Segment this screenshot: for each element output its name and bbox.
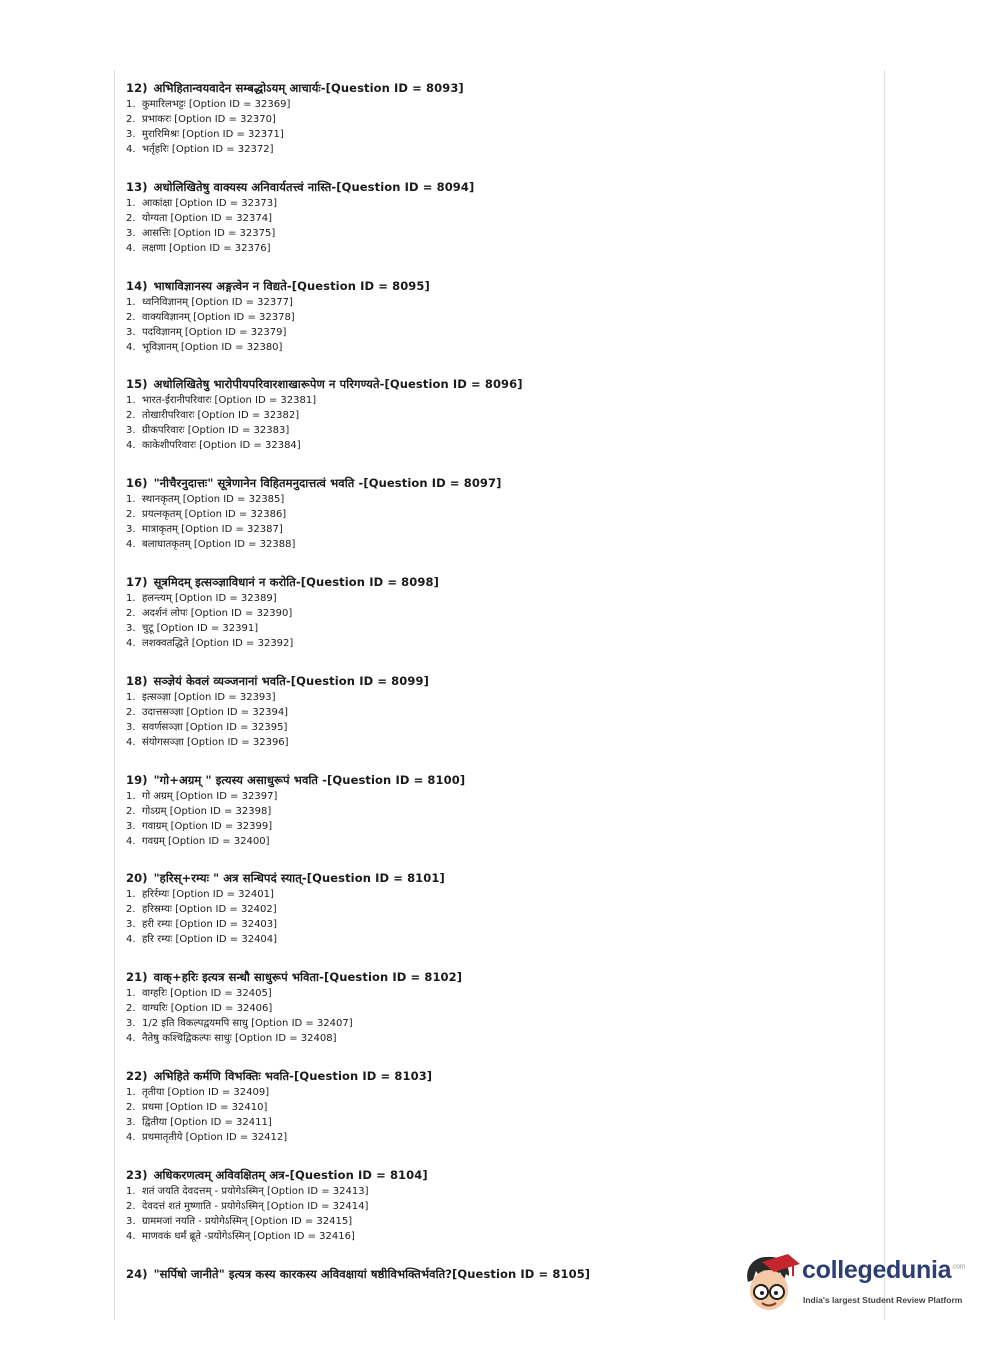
- option-item: [126, 621, 866, 636]
- question-block: [126, 574, 866, 673]
- question-number: 23): [126, 1167, 148, 1182]
- option-number: 3.: [126, 129, 136, 140]
- option-item: [126, 1229, 866, 1244]
- option-number: 3.: [126, 425, 136, 437]
- option-text: सवर्णसञ्ज्ञा [Option ID = 32395]: [142, 721, 288, 733]
- option-number: 3.: [126, 820, 136, 832]
- question-number: 16): [126, 476, 148, 491]
- option-number: 4.: [126, 736, 136, 748]
- question-text: "हरिस्+रम्यः " अत्र सन्धिपदं स्यात्-[Question ID = 8101]: [153, 871, 445, 886]
- collegedunia-logo: [742, 1248, 972, 1318]
- option-number: 2.: [126, 904, 136, 916]
- option-item: [126, 507, 866, 522]
- question-block: [126, 673, 866, 772]
- right-margin-rule: [884, 70, 885, 1320]
- option-item: [126, 789, 866, 804]
- question-block: [126, 475, 866, 574]
- option-number: 3.: [126, 326, 136, 338]
- question-title: [126, 1167, 866, 1184]
- question-title: [126, 870, 866, 887]
- option-number: 1.: [126, 395, 136, 407]
- question-title: [126, 376, 866, 393]
- question-number: 15): [126, 377, 148, 392]
- option-text: बलाघातकृतम् [Option ID = 32388]: [142, 539, 296, 551]
- question-block: [126, 80, 866, 179]
- option-text: योग्यता [Option ID = 32374]: [142, 212, 273, 224]
- option-item: [126, 1214, 866, 1229]
- question-text: सूत्रमिदम् इत्सञ्ज्ञाविधानं न करोति-[Question ID = 8098]: [153, 574, 439, 589]
- option-item: [126, 241, 866, 256]
- option-text: 1/2 इति विकल्पद्वयमपि साधु [Option ID = 32407]: [142, 1018, 353, 1030]
- option-number: 1.: [126, 592, 136, 604]
- option-item: [126, 705, 866, 720]
- option-number: 4.: [126, 1033, 136, 1045]
- option-number: 1.: [126, 1185, 136, 1197]
- option-text: ग्रीकपरिवारः [Option ID = 32383]: [142, 425, 290, 437]
- question-title: [126, 278, 866, 295]
- option-text: इत्सञ्ज्ञा [Option ID = 32393]: [142, 691, 276, 703]
- option-item: [126, 636, 866, 651]
- option-item: [126, 1100, 866, 1115]
- option-text: उदात्तसञ्ज्ञा [Option ID = 32394]: [142, 706, 289, 718]
- question-block: [126, 870, 866, 969]
- option-item: [126, 1085, 866, 1100]
- option-number: 2.: [126, 805, 136, 817]
- option-number: 1.: [126, 889, 136, 901]
- question-text: भाषाविज्ञानस्य अङ्गत्वेन न विद्यते-[Question ID = 8095]: [153, 278, 430, 293]
- option-item: [126, 142, 866, 157]
- question-number: 14): [126, 278, 148, 293]
- option-text: आसत्तिः [Option ID = 32375]: [142, 227, 276, 239]
- option-number: 1.: [126, 296, 136, 308]
- option-item: [126, 917, 866, 932]
- option-number: 4.: [126, 144, 136, 155]
- option-item: [126, 393, 866, 408]
- question-title: [126, 772, 866, 789]
- option-text: लशक्वतद्धिते [Option ID = 32392]: [142, 637, 294, 649]
- question-text: अभिहितान्वयवादेन सम्बद्धोऽयम् आचार्यः-[Question ID = 8093]: [153, 81, 464, 95]
- option-item: [126, 196, 866, 211]
- option-text: मुरारिमिश्रः [Option ID = 32371]: [142, 129, 284, 140]
- option-item: [126, 211, 866, 226]
- option-number: 2.: [126, 706, 136, 718]
- option-text: वाग्घरिः [Option ID = 32406]: [142, 1003, 273, 1015]
- question-block: [126, 1068, 866, 1167]
- option-number: 1.: [126, 99, 136, 110]
- option-item: [126, 606, 866, 621]
- option-item: [126, 1016, 866, 1031]
- option-number: 2.: [126, 114, 136, 125]
- question-text: "गो+अग्रम् " इत्यस्य असाधुरूपं भवति -[Question ID = 8100]: [153, 772, 466, 787]
- logo-wordmark: collegedunia$^{.com}$: [802, 1256, 966, 1284]
- option-item: [126, 492, 866, 507]
- option-number: 4.: [126, 1230, 136, 1242]
- option-number: 1.: [126, 494, 136, 506]
- option-item: [126, 127, 866, 142]
- question-number: 13): [126, 179, 148, 194]
- option-item: [126, 690, 866, 705]
- option-number: 4.: [126, 637, 136, 649]
- question-block: [126, 772, 866, 871]
- option-text: वाग्हरिः [Option ID = 32405]: [142, 988, 272, 1000]
- option-number: 2.: [126, 410, 136, 422]
- option-text: वाक्यविज्ञानम् [Option ID = 32378]: [142, 311, 295, 323]
- option-text: हलन्त्यम् [Option ID = 32389]: [142, 592, 277, 604]
- option-item: [126, 1184, 866, 1199]
- option-number: 2.: [126, 1200, 136, 1212]
- option-text: लक्षणा [Option ID = 32376]: [142, 242, 271, 254]
- option-text: प्रथमा [Option ID = 32410]: [142, 1101, 268, 1113]
- option-item: [126, 1031, 866, 1046]
- question-title: [126, 475, 866, 492]
- option-text: भारत-ईरानीपरिवारः [Option ID = 32381]: [142, 395, 317, 407]
- question-title: [126, 673, 866, 690]
- question-number: 12): [126, 81, 148, 95]
- option-text: देवदत्तं शतं मुष्णाति - प्रयोगेऽस्मिन् [Option ID = 32414]: [142, 1200, 369, 1212]
- option-number: 2.: [126, 1101, 136, 1113]
- option-item: [126, 1115, 866, 1130]
- option-text: तोखारीपरिवारः [Option ID = 32382]: [142, 410, 300, 422]
- option-item: [126, 932, 866, 947]
- option-text: अदर्शनं लोपः [Option ID = 32390]: [142, 607, 293, 619]
- option-item: [126, 423, 866, 438]
- option-number: 2.: [126, 509, 136, 521]
- question-number: 17): [126, 574, 148, 589]
- option-item: [126, 591, 866, 606]
- option-item: [126, 720, 866, 735]
- question-number: 24): [126, 1266, 148, 1281]
- option-number: 4.: [126, 341, 136, 353]
- option-text: नैतेषु कश्चिद्विकल्पः साधुः [Option ID = 32408]: [142, 1033, 337, 1045]
- option-text: गवग्रम् [Option ID = 32400]: [142, 835, 270, 847]
- option-item: [126, 325, 866, 340]
- option-text: माणवकं धर्मं ब्रूते -प्रयोगेऽस्मिन् [Option ID = 32416]: [142, 1230, 355, 1242]
- option-number: 2.: [126, 1003, 136, 1015]
- question-text: अभिहिते कर्मणि विभक्तिः भवति-[Question ID = 8103]: [153, 1068, 433, 1083]
- question-text: "नीचैरनुदात्तः" सूत्रेणानेन विहितमनुदात्तत्वं भवति -[Question ID = 8097]: [153, 476, 502, 491]
- option-text: गो अग्रम् [Option ID = 32397]: [142, 790, 278, 802]
- option-item: [126, 887, 866, 902]
- question-text: अधोलिखितेषु वाक्यस्य अनिवार्यतत्त्वं नास्ति-[Question ID = 8094]: [153, 179, 475, 194]
- option-text: पदविज्ञानम् [Option ID = 32379]: [142, 326, 287, 338]
- option-number: 4.: [126, 1131, 136, 1143]
- option-text: स्थानकृतम् [Option ID = 32385]: [142, 494, 285, 506]
- option-item: [126, 295, 866, 310]
- question-number: 20): [126, 871, 148, 886]
- question-text: अधोलिखितेषु भारोपीयपरिवारशाखारूपेण न परिगण्यते-[Question ID = 8096]: [153, 377, 523, 392]
- option-text: ध्वनिविज्ञानम् [Option ID = 32377]: [142, 296, 293, 308]
- option-item: [126, 340, 866, 355]
- option-item: [126, 1199, 866, 1214]
- question-block: [126, 179, 866, 278]
- option-text: हरी रम्यः [Option ID = 32403]: [142, 919, 278, 931]
- question-text: सञ्ज्ञेयं केवलं व्यञ्जनानां भवति-[Question ID = 8099]: [153, 673, 429, 688]
- question-number: 21): [126, 970, 148, 985]
- question-title: [126, 1068, 866, 1085]
- option-number: 1.: [126, 988, 136, 1000]
- option-number: 4.: [126, 440, 136, 452]
- option-item: [126, 1001, 866, 1016]
- option-text: प्रभाकरः [Option ID = 32370]: [142, 114, 276, 125]
- option-number: 4.: [126, 539, 136, 551]
- option-item: [126, 537, 866, 552]
- option-item: [126, 1130, 866, 1145]
- option-number: 3.: [126, 622, 136, 634]
- option-number: 3.: [126, 227, 136, 239]
- option-number: 3.: [126, 1018, 136, 1030]
- question-block: [126, 969, 866, 1068]
- option-text: हरि रम्यः [Option ID = 32404]: [142, 934, 278, 946]
- question-text: "सर्पिषो जानीते" इत्यत्र कस्य कारकस्य अविवक्षायां षष्ठीविभक्तिर्भवति?[Question ID = 8105]: [153, 1266, 591, 1281]
- option-number: 4.: [126, 835, 136, 847]
- question-number: 18): [126, 673, 148, 688]
- option-item: [126, 819, 866, 834]
- option-text: भूविज्ञानम् [Option ID = 32380]: [142, 341, 283, 353]
- option-item: [126, 310, 866, 325]
- option-number: 4.: [126, 242, 136, 254]
- question-title: [126, 574, 866, 591]
- option-item: [126, 97, 866, 112]
- option-text: शतं जयति देवदत्तम् - प्रयोगेऽस्मिन् [Option ID = 32413]: [142, 1185, 369, 1197]
- option-item: [126, 804, 866, 819]
- option-number: 3.: [126, 721, 136, 733]
- option-item: [126, 522, 866, 537]
- option-item: [126, 408, 866, 423]
- option-text: गवाग्रम् [Option ID = 32399]: [142, 820, 273, 832]
- option-number: 1.: [126, 197, 136, 209]
- question-text: वाक्+हरिः इत्यत्र सन्धौ साधुरूपं भविता-[Question ID = 8102]: [153, 970, 463, 985]
- option-text: आकांक्षा [Option ID = 32373]: [142, 197, 277, 209]
- option-number: 2.: [126, 212, 136, 224]
- mascot-icon: [742, 1252, 800, 1314]
- option-text: प्रथमातृतीये [Option ID = 32412]: [142, 1131, 288, 1143]
- option-text: हरिर्रम्यः [Option ID = 32401]: [142, 889, 274, 901]
- option-item: [126, 834, 866, 849]
- option-number: 4.: [126, 934, 136, 946]
- option-item: [126, 226, 866, 241]
- option-text: भर्तृहरिः [Option ID = 32372]: [142, 144, 274, 155]
- question-text: अधिकरणत्वम् अविवक्षितम् अत्र-[Question ID = 8104]: [153, 1167, 428, 1182]
- option-number: 3.: [126, 919, 136, 931]
- option-item: [126, 986, 866, 1001]
- option-text: प्रयत्नकृतम् [Option ID = 32386]: [142, 509, 287, 521]
- option-text: गोऽग्रम् [Option ID = 32398]: [142, 805, 272, 817]
- question-block: [126, 278, 866, 377]
- option-number: 3.: [126, 524, 136, 536]
- option-text: मात्राकृतम् [Option ID = 32387]: [142, 524, 283, 536]
- option-text: चुटू [Option ID = 32391]: [142, 622, 259, 634]
- option-number: 1.: [126, 1086, 136, 1098]
- option-text: हरिस्रम्यः [Option ID = 32402]: [142, 904, 277, 916]
- left-margin-rule: [114, 70, 115, 1320]
- logo-tagline: India's largest Student Review Platform: [803, 1295, 963, 1305]
- option-number: 2.: [126, 607, 136, 619]
- option-text: द्वितीया [Option ID = 32411]: [142, 1116, 272, 1128]
- option-item: [126, 902, 866, 917]
- option-text: ग्राममजां नयति - प्रयोगेऽस्मिन् [Option ID = 32415]: [142, 1215, 353, 1227]
- option-text: कुमारिलभट्टः [Option ID = 32369]: [142, 99, 291, 110]
- question-list: [126, 80, 866, 1364]
- question-title: [126, 179, 866, 196]
- option-text: संयोगसञ्ज्ञा [Option ID = 32396]: [142, 736, 289, 748]
- question-title: [126, 80, 866, 97]
- question-number: 19): [126, 772, 148, 787]
- question-title: [126, 969, 866, 986]
- question-number: 22): [126, 1068, 148, 1083]
- option-text: काकेशीपरिवारः [Option ID = 32384]: [142, 440, 301, 452]
- option-number: 1.: [126, 691, 136, 703]
- option-number: 2.: [126, 311, 136, 323]
- option-number: 3.: [126, 1116, 136, 1128]
- option-item: [126, 438, 866, 453]
- option-text: तृतीया [Option ID = 32409]: [142, 1086, 270, 1098]
- option-item: [126, 112, 866, 127]
- question-block: [126, 376, 866, 475]
- option-number: 1.: [126, 790, 136, 802]
- option-item: [126, 735, 866, 750]
- option-number: 3.: [126, 1215, 136, 1227]
